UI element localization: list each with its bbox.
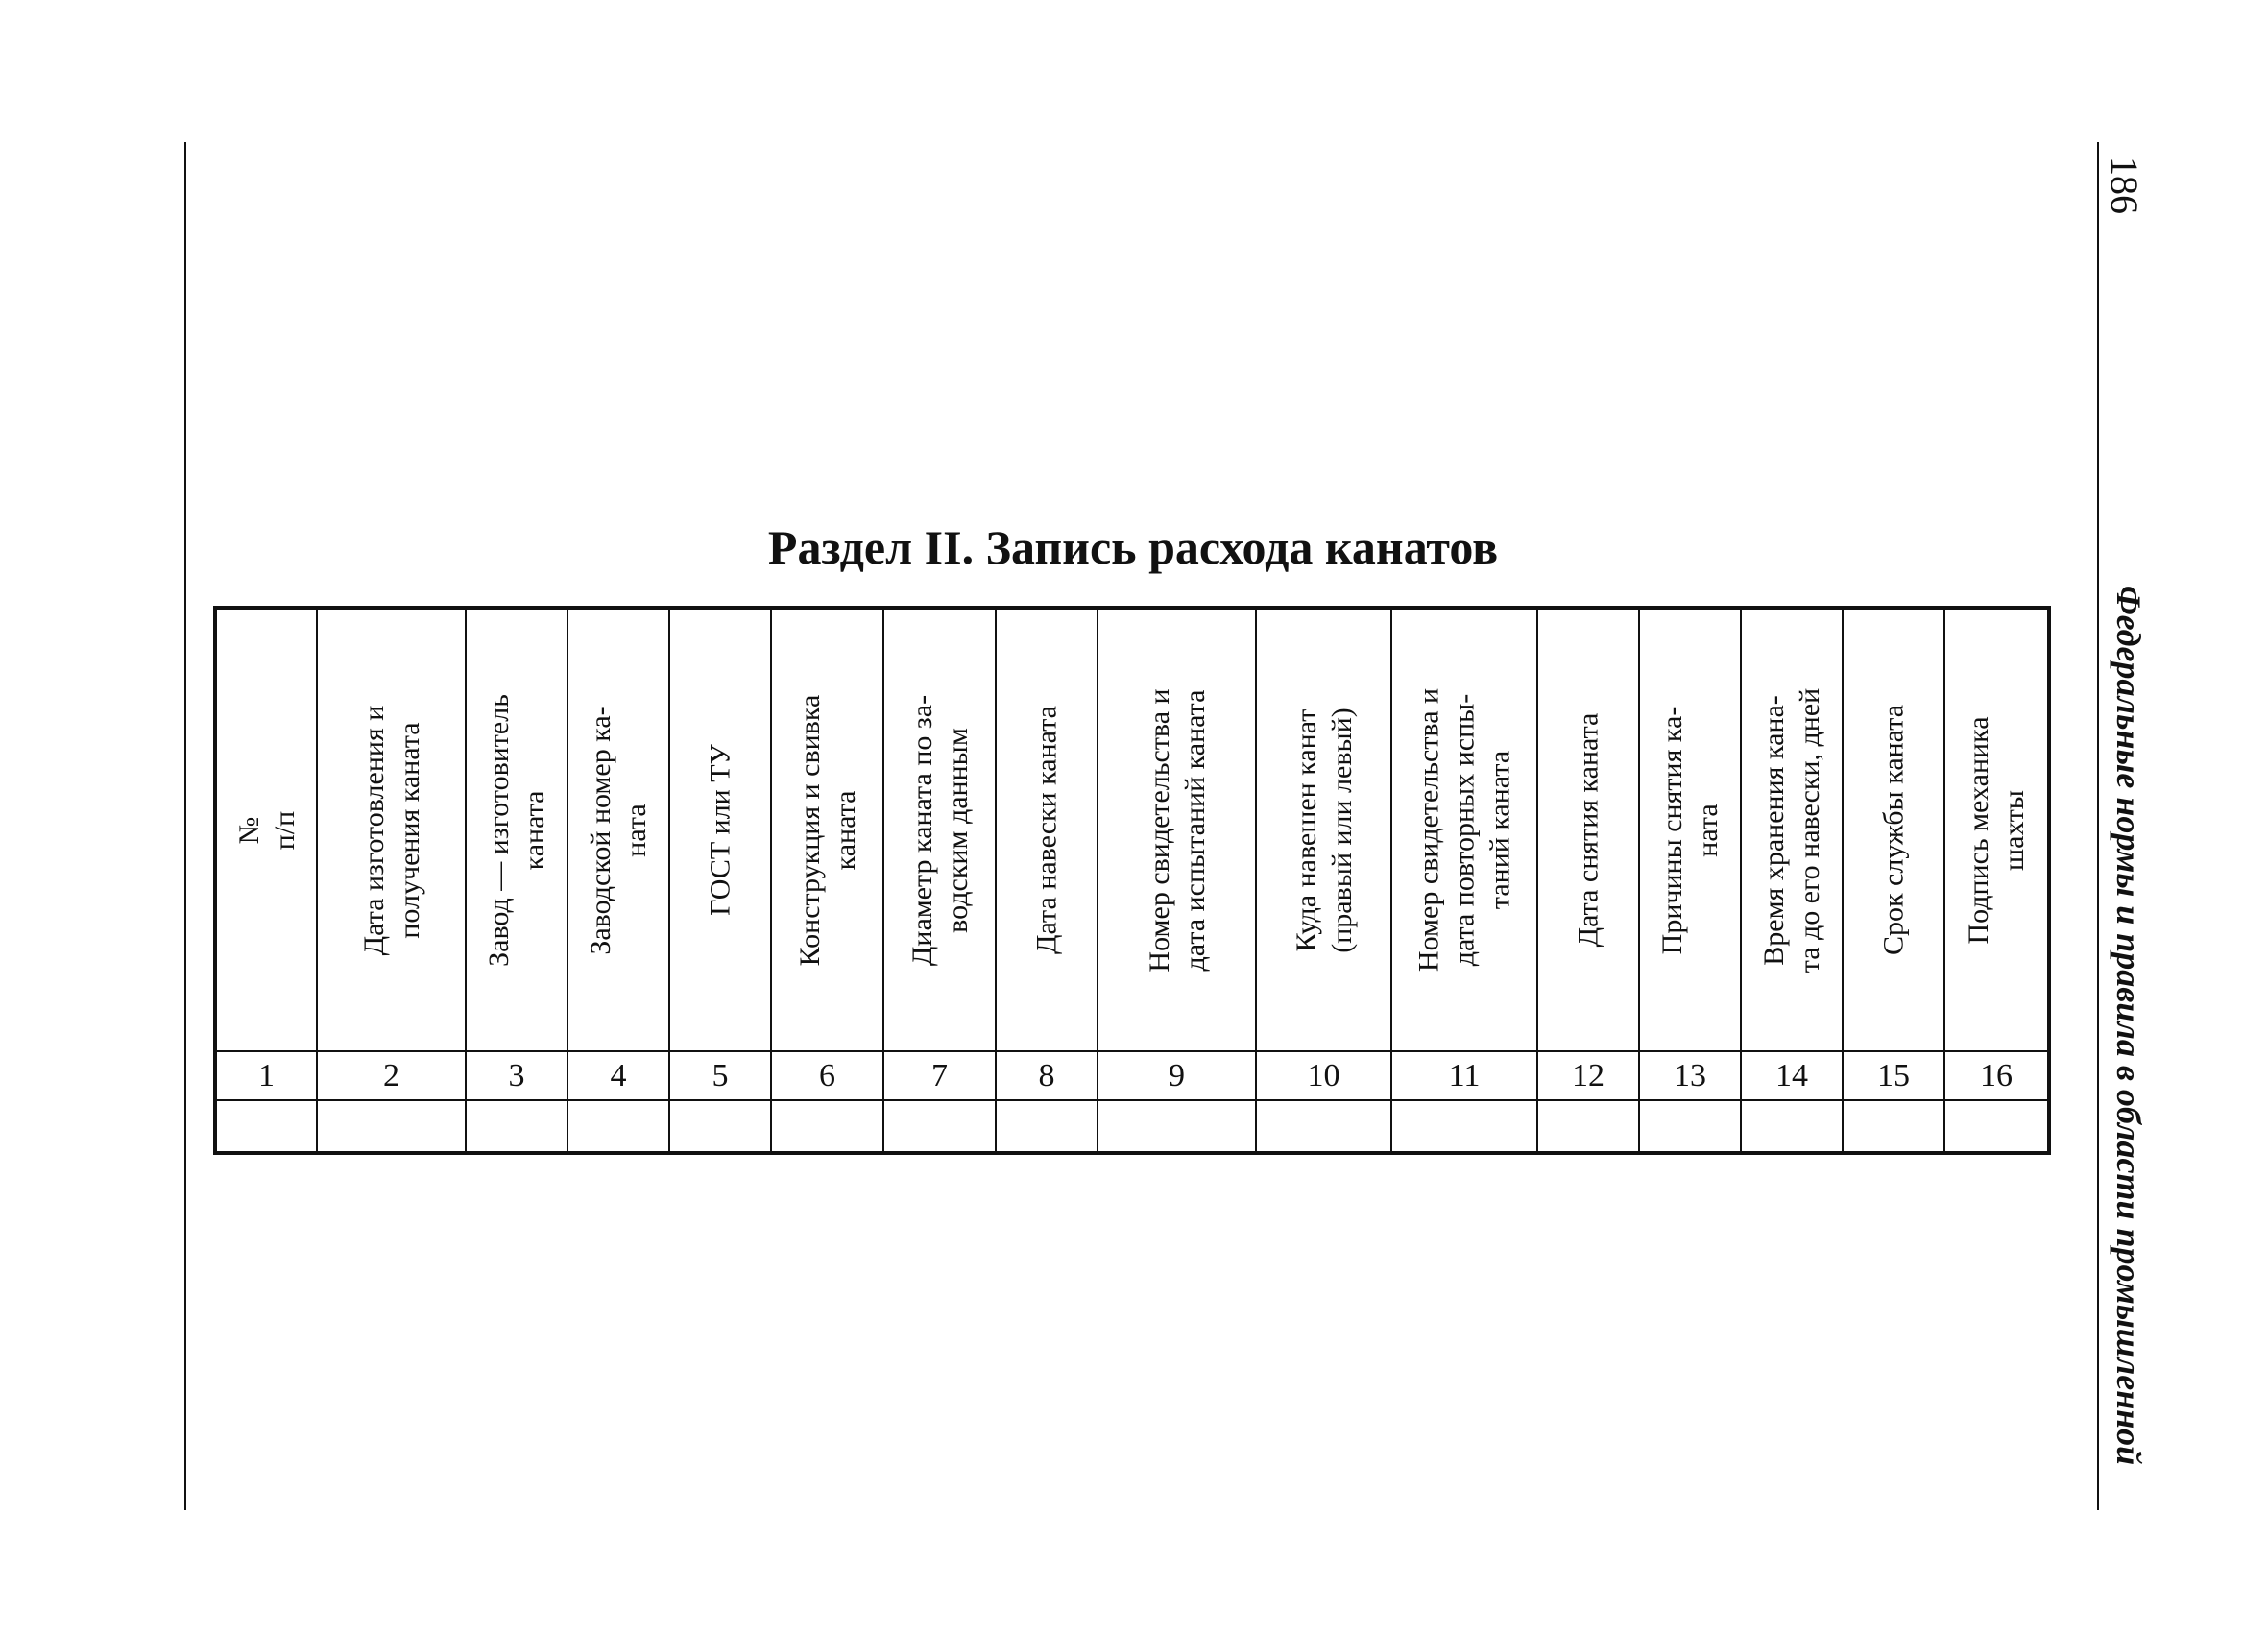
column-number: 14 [1741,1051,1843,1100]
column-heading-line: ГОСТ или ТУ [704,744,736,916]
column-heading-line: Причины снятия ка- [1656,706,1688,954]
empty-cell [317,1100,466,1153]
header-cell [771,608,883,1051]
header-cell [1843,608,1944,1051]
column-heading-line: № [232,816,265,844]
column-heading-line: Срок службы каната [1877,704,1910,956]
column-heading [583,624,654,1037]
section-title: Раздел II. Запись расхода канатов [767,520,1499,574]
header-cell [669,608,771,1051]
column-heading-line: Конструкция и свивка [793,694,826,966]
column-number: 1 [215,1051,317,1100]
empty-cell [669,1100,771,1153]
column-heading-line: Диаметр каната по за- [905,694,938,966]
column-heading [1571,624,1606,1037]
header-cell [996,608,1098,1051]
empty-cell [771,1100,883,1153]
running-header: Федеральные нормы и правила в области промышленной [2110,586,2148,1466]
column-heading-line: (правый или левый) [1325,707,1358,953]
column-number: 5 [669,1051,771,1100]
column-heading-line: каната [519,790,550,870]
empty-cell [1741,1100,1843,1153]
rope-log-table [213,606,2051,1155]
column-heading [356,624,427,1037]
column-number: 15 [1843,1051,1944,1100]
header-rule [2097,142,2099,1510]
column-heading-line: Заводской номер ка- [585,705,616,955]
empty-cell [215,1100,317,1153]
column-heading [1411,624,1518,1037]
column-heading-line: ната [1692,803,1724,857]
column-heading [1029,624,1065,1037]
column-heading-line: Куда навешен канат [1290,708,1322,951]
column-heading-line: Номер свидетельства и [1143,687,1175,973]
header-cell [567,608,669,1051]
column-number-row [215,1051,2049,1100]
header-cell [1741,608,1843,1051]
header-cell [1256,608,1391,1051]
empty-cell [1391,1100,1537,1153]
column-heading-line: Номер свидетельства и [1412,687,1445,973]
header-cell [883,608,996,1051]
column-heading-line: Дата навески каната [1030,706,1063,954]
empty-cell [1639,1100,1741,1153]
column-heading-line: та до его навески, дней [1794,687,1825,973]
column-number: 9 [1098,1051,1256,1100]
column-heading [1961,624,2032,1037]
column-heading-line: п/п [268,810,301,850]
column-heading [1289,624,1360,1037]
column-number: 8 [996,1051,1098,1100]
column-heading [905,624,976,1037]
column-number: 10 [1256,1051,1391,1100]
column-number: 3 [466,1051,567,1100]
column-heading [1142,624,1213,1037]
column-heading-line: водским данным [941,727,974,933]
column-heading [1756,624,1827,1037]
header-row [215,608,2049,1051]
header-cell [1098,608,1256,1051]
column-number: 4 [567,1051,669,1100]
column-heading-line: таний каната [1484,750,1516,910]
empty-cell [1944,1100,2049,1153]
column-heading-line: Подпись механика [1963,715,1994,945]
column-number: 16 [1944,1051,2049,1100]
column-heading-line: дата повторных испы- [1448,693,1481,967]
empty-cell [883,1100,996,1153]
column-heading [1654,624,1725,1037]
empty-entry-row [215,1100,2049,1153]
empty-cell [1098,1100,1256,1153]
column-number: 12 [1537,1051,1639,1100]
column-heading-line: дата испытаний каната [1178,689,1211,971]
column-heading-line: получения каната [393,721,425,939]
column-heading [481,624,552,1037]
empty-cell [466,1100,567,1153]
page-number-box [2103,142,2145,228]
column-heading-line: Время хранения кана- [1758,694,1790,966]
column-heading-line: Завод — изготовитель [483,693,515,967]
header-cell [466,608,567,1051]
header-cell [215,608,317,1051]
column-heading-line: Дата снятия каната [1572,712,1604,948]
header-cell [317,608,466,1051]
header-cell [1944,608,2049,1051]
column-heading-line: Дата изготовления и [357,705,390,955]
column-number: 2 [317,1051,466,1100]
column-number: 6 [771,1051,883,1100]
column-number: 7 [883,1051,996,1100]
left-margin-rule [184,142,186,1510]
column-heading-line: шахты [1998,789,2030,871]
header-cell [1639,608,1741,1051]
header-cell [1537,608,1639,1051]
empty-cell [1843,1100,1944,1153]
column-heading [1876,624,1912,1037]
page-number: 186 [2103,156,2146,214]
empty-cell [1537,1100,1639,1153]
column-heading-line: ната [620,803,652,857]
column-heading [792,624,863,1037]
column-heading [231,624,302,1037]
empty-cell [567,1100,669,1153]
column-number: 13 [1639,1051,1741,1100]
header-cell [1391,608,1537,1051]
empty-cell [996,1100,1098,1153]
empty-cell [1256,1100,1391,1153]
column-heading [703,624,738,1037]
column-heading-line: каната [829,790,861,870]
column-number: 11 [1391,1051,1537,1100]
